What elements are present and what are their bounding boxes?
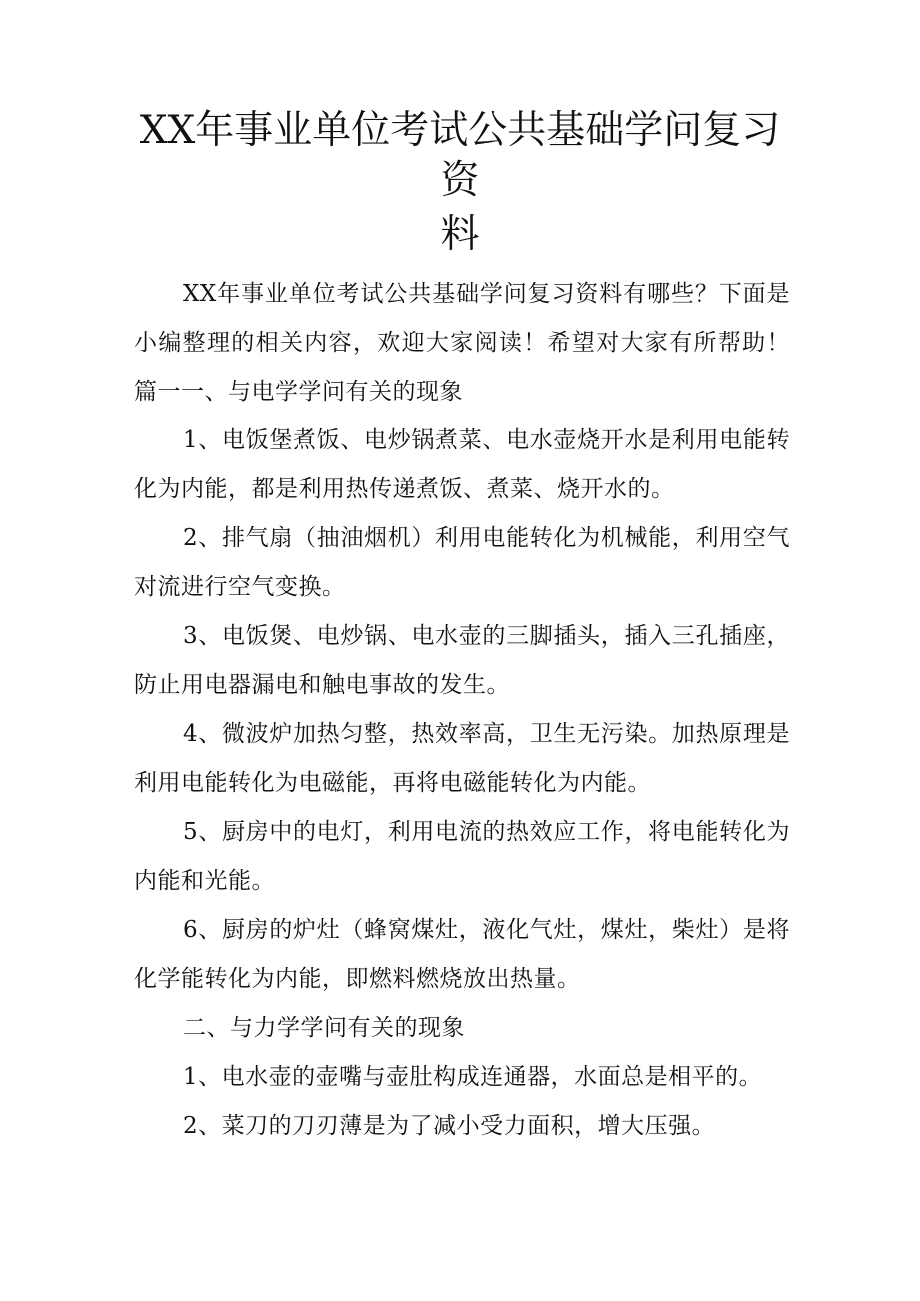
mechanics-item-1: 1、电水壶的壶嘴与壶肚构成连通器，水面总是相平的。 <box>183 1064 763 1090</box>
electric-item-5: 5、厨房中的电灯，利用电流的热效应工作，将电能转化为内能和光能。 <box>134 819 790 894</box>
electric-item-2: 2、排气扇（抽油烟机）利用电能转化为机械能，利用空气对流进行空气变换。 <box>134 525 790 600</box>
document-title-line-3: 料 <box>440 212 480 257</box>
electric-item-1: 1、电饭堡煮饭、电炒锅煮菜、电水壶烧开水是利用电能转化为内能，都是利用热传递煮饭、煮菜、烧开水的。 <box>134 427 790 502</box>
section-2-heading: 二、与力学学问有关的现象 <box>183 1015 465 1041</box>
electric-item-4: 4、微波炉加热匀整，热效率高，卫生无污染。加热原理是利用电能转化为电磁能，再将电磁能转化为内能。 <box>134 721 790 796</box>
document-title-line-2: 资 <box>440 158 480 203</box>
electric-item-3: 3、电饭煲、电炒锅、电水壶的三脚插头，插入三孔插座，防止用电器漏电和触电事故的发生。 <box>134 623 790 698</box>
mechanics-item-2: 2、菜刀的刀刃薄是为了减小受力面积，增大压强。 <box>183 1113 716 1139</box>
intro-paragraph: XX年事业单位考试公共基础学问复习资料有哪些？下面是小编整理的相关内容，欢迎大家阅读！希望对大家有所帮助！篇一一、与电学学问有关的现象 <box>134 281 790 405</box>
document-title-line-1: XX年事业单位考试公共基础学问复习 <box>139 108 781 153</box>
electric-item-6: 6、厨房的炉灶（蜂窝煤灶，液化气灶，煤灶，柴灶）是将化学能转化为内能，即燃料燃烧放出热量。 <box>134 917 790 992</box>
